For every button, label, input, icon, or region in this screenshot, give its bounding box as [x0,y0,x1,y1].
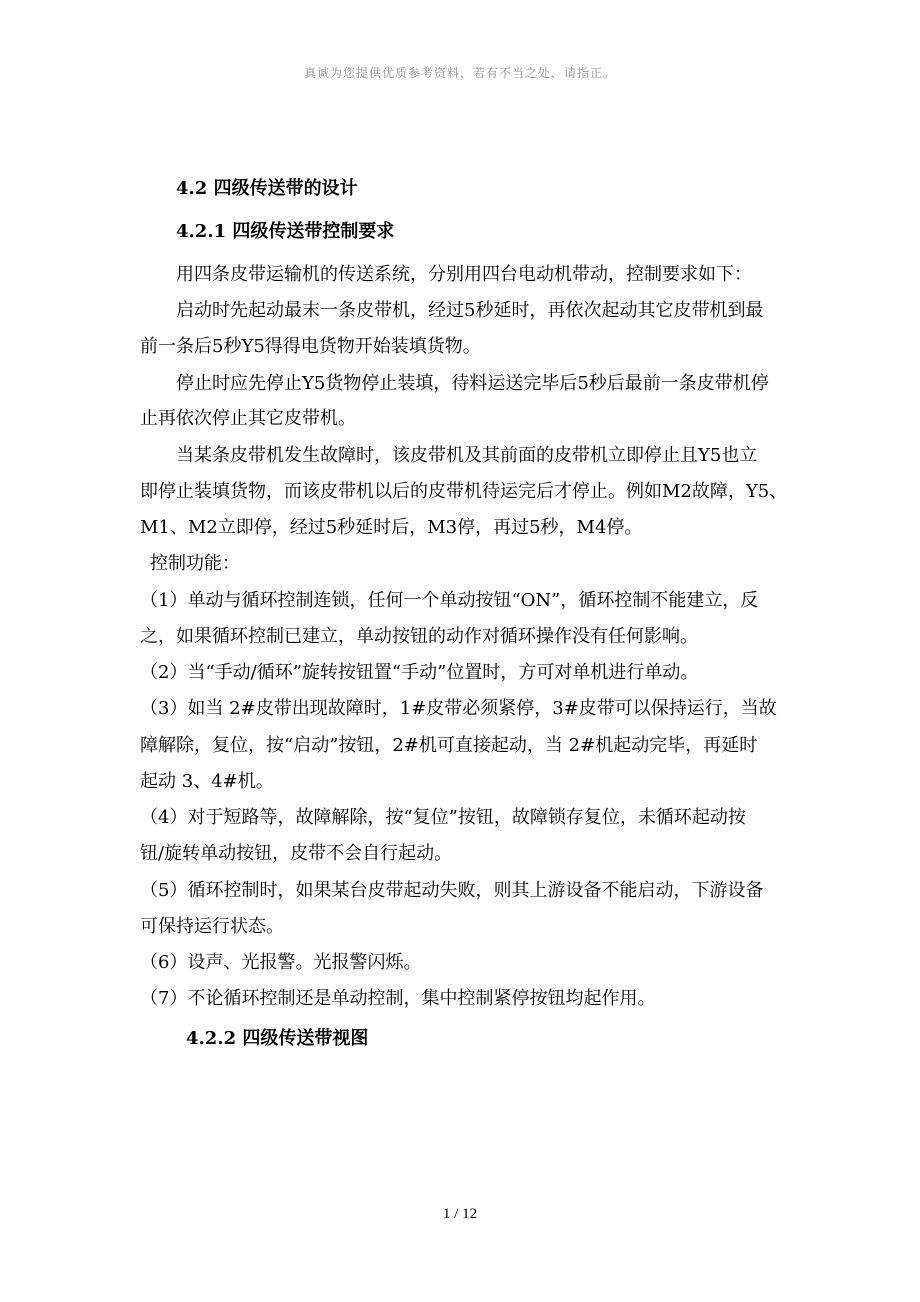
paragraph-line: 之，如果循环控制已建立，单动按钮的动作对循环操作没有任何影响。 [140,626,698,647]
paragraph-line: 用四条皮带运输机的传送系统，分别用四台电动机带动，控制要求如下： [176,264,752,285]
page-number: 1 / 12 [442,1206,478,1222]
subsection-title-view: 4.2.2 四级传送带视图 [186,1028,369,1049]
paragraph-line: （1）单动与循环控制连锁，任何一个单动按钮“ON”，循环控制不能建立，反 [140,590,759,611]
paragraph-line: 当某条皮带机发生故障时，该皮带机及其前面的皮带机立即停止且Y5也立 [176,445,758,466]
subsection-title-requirements: 4.2.1 四级传送带控制要求 [176,221,395,242]
paragraph-line: 止再依次停止其它皮带机。 [140,408,356,429]
paragraph-line: （2）当“手动/循环”旋转按钮置“手动”位置时，方可对单机进行单动。 [140,662,699,683]
header-note: 真诚为您提供优质参考资料，若有不当之处，请指正。 [303,66,616,80]
paragraph-line: （5）循环控制时，如果某台皮带起动失败，则其上游设备不能启动，下游设备 [140,880,764,901]
paragraph-line: 控制功能： [150,553,240,574]
paragraph-line: 可保持运行状态。 [140,916,284,937]
paragraph-line: （7）不论循环控制还是单动控制，集中控制紧停按钮均起作用。 [140,988,656,1009]
paragraph-line: （6）设声、光报警。光报警闪烁。 [140,952,422,973]
paragraph-line: 启动时先起动最末一条皮带机，经过5秒延时，再依次起动其它皮带机到最 [176,300,764,321]
paragraph-line: （4）对于短路等，故障解除，按“复位”按钮，故障锁存复位，未循环起动按 [140,807,746,828]
paragraph-line: 障解除，复位，按“启动”按钮，2#机可直接起动，当 2#机起动完毕，再延时 [140,735,758,756]
paragraph-line: 停止时应先停止Y5货物停止装填，待料运送完毕后5秒后最前一条皮带机停 [176,373,769,394]
paragraph-line: 即停止装填货物，而该皮带机以后的皮带机待运完后才停止。例如M2故障，Y5、 [140,481,788,502]
paragraph-line: M1、M2立即停，经过5秒延时后，M3停，再过5秒，M4停。 [140,517,643,538]
paragraph-line: 前一条后5秒Y5得得电货物开始装填货物。 [140,336,481,357]
paragraph-line: （3）如当 2#皮带出现故障时，1#皮带必须紧停，3#皮带可以保持运行，当故 [140,698,777,719]
paragraph-line: 钮/旋转单动按钮，皮带不会自行起动。 [140,843,453,864]
section-title: 4.2 四级传送带的设计 [176,178,358,199]
paragraph-line: 起动 3、4#机。 [140,771,274,792]
